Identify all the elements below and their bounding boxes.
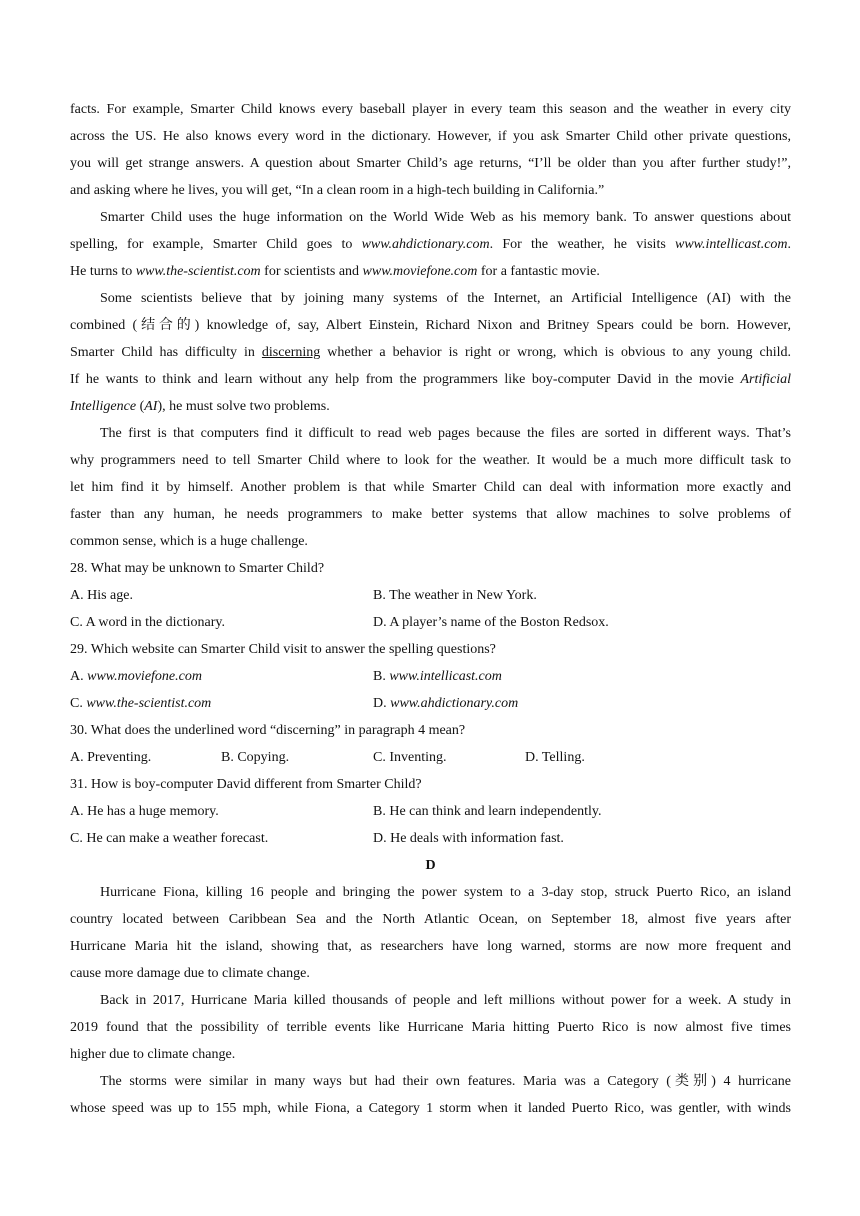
option-b: B. He can think and learn independently. — [373, 804, 602, 819]
text-line — [70, 258, 791, 285]
option-row — [70, 582, 791, 609]
text-span: If he wants to think and learn without any help from the programmers like boy-computer David in the movie — [70, 372, 741, 387]
text-line: Smarter Child uses the huge information on the World Wide Web as his memory bank. To answer questions about — [100, 210, 791, 225]
question-stem: 30. What does the underlined word “discerning” in paragraph 4 mean? — [70, 723, 466, 738]
paragraph — [70, 420, 791, 555]
movie-title: Artificial — [740, 372, 791, 387]
text-span: for scientists and — [260, 264, 363, 279]
option-letter: D. — [373, 696, 391, 711]
text-span: spelling, for example, Smarter Child goes to — [70, 237, 362, 252]
option-a: A. His age. — [70, 588, 133, 603]
option-row — [70, 663, 791, 690]
option-row — [70, 609, 791, 636]
text-span: Smarter Child has difficulty in — [70, 345, 262, 360]
text-line: 2019 found that the possibility of terrible events like Hurricane Maria hitting Puerto Rico is now almost five times — [70, 1020, 791, 1035]
section-heading: D — [425, 858, 436, 873]
text-line: The storms were similar in many ways but had their own features. Maria was a Category (类别) 4 hurricane — [100, 1074, 791, 1089]
question-stem: 31. How is boy-computer David different from Smarter Child? — [70, 777, 422, 792]
text-line: The first is that computers find it difficult to read web pages because the files are sorted in different ways. That’s — [100, 426, 791, 441]
text-line: country located between Caribbean Sea and the North Atlantic Ocean, on September 18, almost five years after — [70, 912, 791, 927]
option-c: C. He can make a weather forecast. — [70, 831, 269, 846]
text-line — [70, 231, 791, 258]
website-url: www.the-scientist.com — [135, 264, 261, 279]
paragraph — [70, 879, 791, 987]
text-line — [70, 393, 791, 420]
option-row — [70, 690, 791, 717]
paragraph — [70, 285, 791, 420]
text-line: cause more damage due to climate change. — [70, 966, 310, 981]
text-line — [70, 366, 791, 393]
text-line: Hurricane Fiona, killing 16 people and bringing the power system to a 3-day stop, struck Puerto Rico, an island — [100, 885, 791, 900]
text-span: ), he must solve two problems. — [157, 399, 330, 414]
website-url: www.intellicast.com — [675, 237, 788, 252]
option-d — [373, 690, 518, 717]
text-line: let him find it by himself. Another problem is that while Smarter Child can deal with information more exactly and — [70, 480, 791, 495]
text-line — [70, 339, 791, 366]
website-url: www.ahdictionary.com — [361, 237, 490, 252]
text-line: higher due to climate change. — [70, 1047, 236, 1062]
movie-title: AI — [144, 399, 158, 414]
text-column — [70, 96, 791, 1122]
option-c: C. A word in the dictionary. — [70, 615, 226, 630]
option-text: www.moviefone.com — [87, 669, 202, 684]
option-text: www.ahdictionary.com — [390, 696, 519, 711]
text-span: . — [787, 237, 792, 252]
text-span: . For the weather, he visits — [489, 237, 675, 252]
option-text: www.intellicast.com — [389, 669, 502, 684]
option-b — [373, 663, 502, 690]
text-line: Back in 2017, Hurricane Maria killed thousands of people and left millions without power for a week. A study in — [100, 993, 791, 1008]
option-a: A. He has a huge memory. — [70, 804, 219, 819]
option-letter: C. — [70, 696, 87, 711]
paragraph — [70, 1068, 791, 1122]
question-31 — [70, 771, 791, 852]
text-span: He turns to — [70, 264, 136, 279]
text-line: Hurricane Maria hit the island, showing that, as researchers have long warned, storms are now more frequent and — [70, 939, 791, 954]
text-span: for a fantastic movie. — [477, 264, 600, 279]
option-row — [70, 825, 791, 852]
text-line: whose speed was up to 155 mph, while Fiona, a Category 1 storm when it landed Puerto Rico, was gentler, with winds — [70, 1101, 791, 1116]
option-a: A. Preventing. — [70, 750, 152, 765]
option-d: D. He deals with information fast. — [373, 831, 564, 846]
text-span: whether a behavior is right or wrong, which is obvious to any young child. — [320, 345, 791, 360]
question-stem: 29. Which website can Smarter Child visit to answer the spelling questions? — [70, 642, 496, 657]
text-line: faster than any human, he needs programmers to make better systems that allow machines to solve problems of — [70, 507, 791, 522]
underlined-word: discerning — [261, 345, 321, 360]
text-line: facts. For example, Smarter Child knows every baseball player in every team this season and the weather in every city — [70, 102, 791, 117]
text-span: ( — [136, 399, 145, 414]
text-line: and asking where he lives, you will get, “In a clean room in a high-tech building in California.” — [70, 183, 605, 198]
option-d: D. Telling. — [525, 750, 585, 765]
paragraph — [70, 987, 791, 1068]
website-url: www.moviefone.com — [362, 264, 478, 279]
option-row — [70, 744, 791, 771]
text-line: across the US. He also knows every word in the dictionary. However, if you ask Smarter Child other private questions, — [70, 129, 791, 144]
option-text: www.the-scientist.com — [86, 696, 212, 711]
option-b: B. The weather in New York. — [373, 588, 537, 603]
paragraph — [70, 204, 791, 285]
option-a — [70, 663, 202, 690]
question-30 — [70, 717, 791, 771]
option-b: B. Copying. — [221, 750, 290, 765]
text-line: combined (结合的) knowledge of, say, Albert Einstein, Richard Nixon and Britney Spears could be born. However, — [70, 318, 791, 333]
text-line: why programmers need to tell Smarter Child where to look for the weather. It would be a much more difficult task to — [70, 453, 791, 468]
movie-title: Intelligence — [70, 399, 137, 414]
option-letter: B. — [373, 669, 390, 684]
question-stem: 28. What may be unknown to Smarter Child? — [70, 561, 325, 576]
option-c: C. Inventing. — [373, 750, 447, 765]
question-29 — [70, 636, 791, 717]
option-d: D. A player’s name of the Boston Redsox. — [373, 615, 609, 630]
paragraph — [70, 96, 791, 204]
text-line: you will get strange answers. A question about Smarter Child’s age returns, “I’ll be older than you after further study!”, — [70, 156, 791, 171]
option-c — [70, 690, 211, 717]
text-line: Some scientists believe that by joining many systems of the Internet, an Artificial Intelligence (AI) with the — [100, 291, 791, 306]
text-line: common sense, which is a huge challenge. — [70, 534, 308, 549]
option-row — [70, 798, 791, 825]
question-28 — [70, 555, 791, 636]
option-letter: A. — [70, 669, 88, 684]
